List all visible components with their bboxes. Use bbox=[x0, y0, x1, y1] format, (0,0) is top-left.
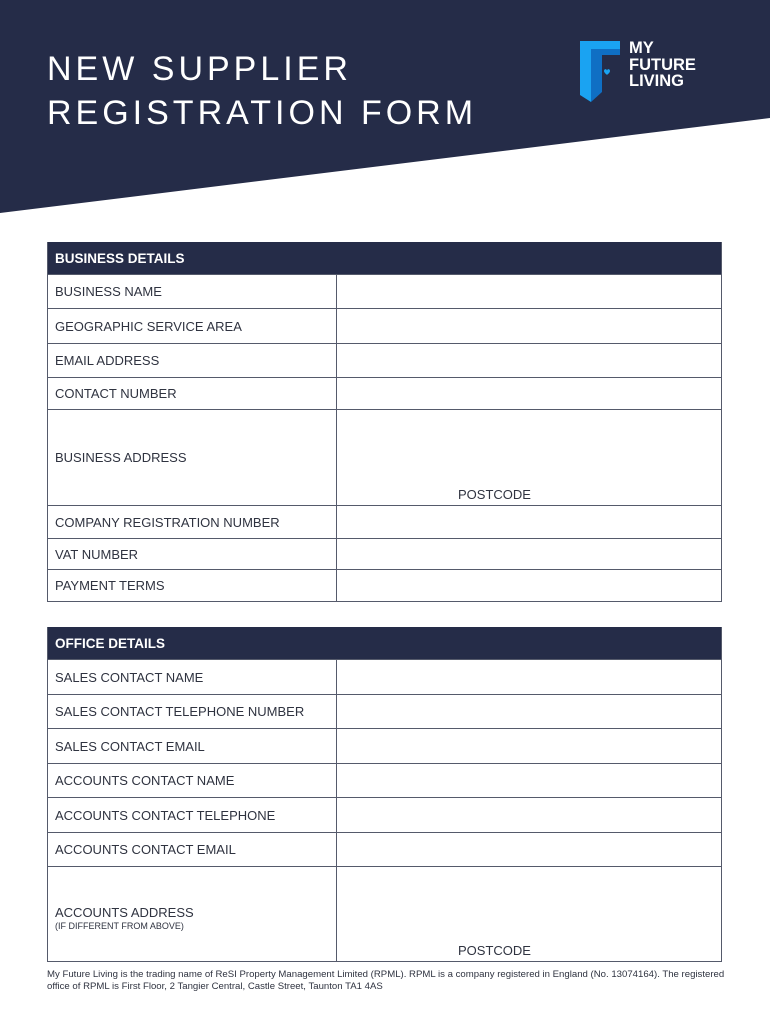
company-logo bbox=[580, 40, 720, 102]
vat-label: VAT NUMBER bbox=[48, 539, 337, 569]
logo-word-living: LIVING bbox=[629, 72, 685, 90]
contact-number-row bbox=[48, 377, 721, 409]
email-row bbox=[48, 343, 721, 377]
accounts-phone-row bbox=[48, 797, 721, 832]
accounts-address-row bbox=[48, 866, 721, 961]
sales-phone-row bbox=[48, 694, 721, 728]
vat-field[interactable] bbox=[337, 539, 721, 569]
business-name-field[interactable] bbox=[337, 275, 721, 308]
email-field[interactable] bbox=[337, 344, 721, 377]
sales-name-row bbox=[48, 659, 721, 694]
business-details-section bbox=[47, 242, 722, 602]
accounts-email-field[interactable] bbox=[337, 833, 721, 866]
logo-word-future: FUTURE bbox=[629, 55, 696, 74]
sales-phone-label: SALES CONTACT TELEPHONE NUMBER bbox=[48, 695, 337, 728]
office-details-heading: OFFICE DETAILS bbox=[48, 627, 721, 659]
accounts-name-label: ACCOUNTS CONTACT NAME bbox=[48, 764, 337, 797]
accounts-address-label: ACCOUNTS ADDRESS bbox=[55, 905, 194, 920]
accounts-address-field[interactable] bbox=[337, 867, 721, 961]
service-area-row bbox=[48, 308, 721, 343]
accounts-phone-field[interactable] bbox=[337, 798, 721, 832]
company-reg-row bbox=[48, 505, 721, 538]
business-postcode-label: POSTCODE bbox=[458, 487, 531, 502]
accounts-email-label: ACCOUNTS CONTACT EMAIL bbox=[48, 833, 337, 866]
sales-name-label: SALES CONTACT NAME bbox=[48, 660, 337, 694]
page-title bbox=[47, 47, 477, 135]
business-details-heading: BUSINESS DETAILS bbox=[48, 242, 721, 274]
title-line-1: NEW SUPPLIER bbox=[47, 50, 352, 88]
office-details-section bbox=[47, 627, 722, 962]
door-logo-icon bbox=[580, 40, 624, 102]
accounts-address-label-group bbox=[48, 867, 337, 961]
sales-name-field[interactable] bbox=[337, 660, 721, 694]
company-reg-label: COMPANY REGISTRATION NUMBER bbox=[48, 506, 337, 538]
accounts-name-row bbox=[48, 763, 721, 797]
sales-email-label: SALES CONTACT EMAIL bbox=[48, 729, 337, 763]
accounts-postcode-label: POSTCODE bbox=[458, 943, 531, 958]
business-address-label: BUSINESS ADDRESS bbox=[48, 410, 337, 505]
sales-email-field[interactable] bbox=[337, 729, 721, 763]
vat-row bbox=[48, 538, 721, 569]
email-label: EMAIL ADDRESS bbox=[48, 344, 337, 377]
contact-number-label: CONTACT NUMBER bbox=[48, 378, 337, 409]
contact-number-field[interactable] bbox=[337, 378, 721, 409]
logo-wordmark bbox=[629, 40, 696, 90]
accounts-name-field[interactable] bbox=[337, 764, 721, 797]
service-area-field[interactable] bbox=[337, 309, 721, 343]
business-name-row bbox=[48, 274, 721, 308]
sales-email-row bbox=[48, 728, 721, 763]
payment-terms-row bbox=[48, 569, 721, 601]
payment-terms-field[interactable] bbox=[337, 570, 721, 601]
footer-legal-text: My Future Living is the trading name of ReSI Property Management Limited (RPML). RPML is a company registered in England (No. 13074164). The registered office of RPML is First Floor, 2 Tangier Central, Castle Street, Taunton TA1 4AS bbox=[47, 969, 725, 992]
business-address-field[interactable] bbox=[337, 410, 721, 505]
business-address-row bbox=[48, 409, 721, 505]
accounts-address-note: (IF DIFFERENT FROM ABOVE) bbox=[55, 921, 184, 931]
logo-word-my: MY bbox=[629, 39, 654, 57]
company-reg-field[interactable] bbox=[337, 506, 721, 538]
accounts-email-row bbox=[48, 832, 721, 866]
business-name-label: BUSINESS NAME bbox=[48, 275, 337, 308]
payment-terms-label: PAYMENT TERMS bbox=[48, 570, 337, 601]
title-line-2: REGISTRATION FORM bbox=[47, 94, 478, 132]
service-area-label: GEOGRAPHIC SERVICE AREA bbox=[48, 309, 337, 343]
accounts-phone-label: ACCOUNTS CONTACT TELEPHONE bbox=[48, 798, 337, 832]
sales-phone-field[interactable] bbox=[337, 695, 721, 728]
